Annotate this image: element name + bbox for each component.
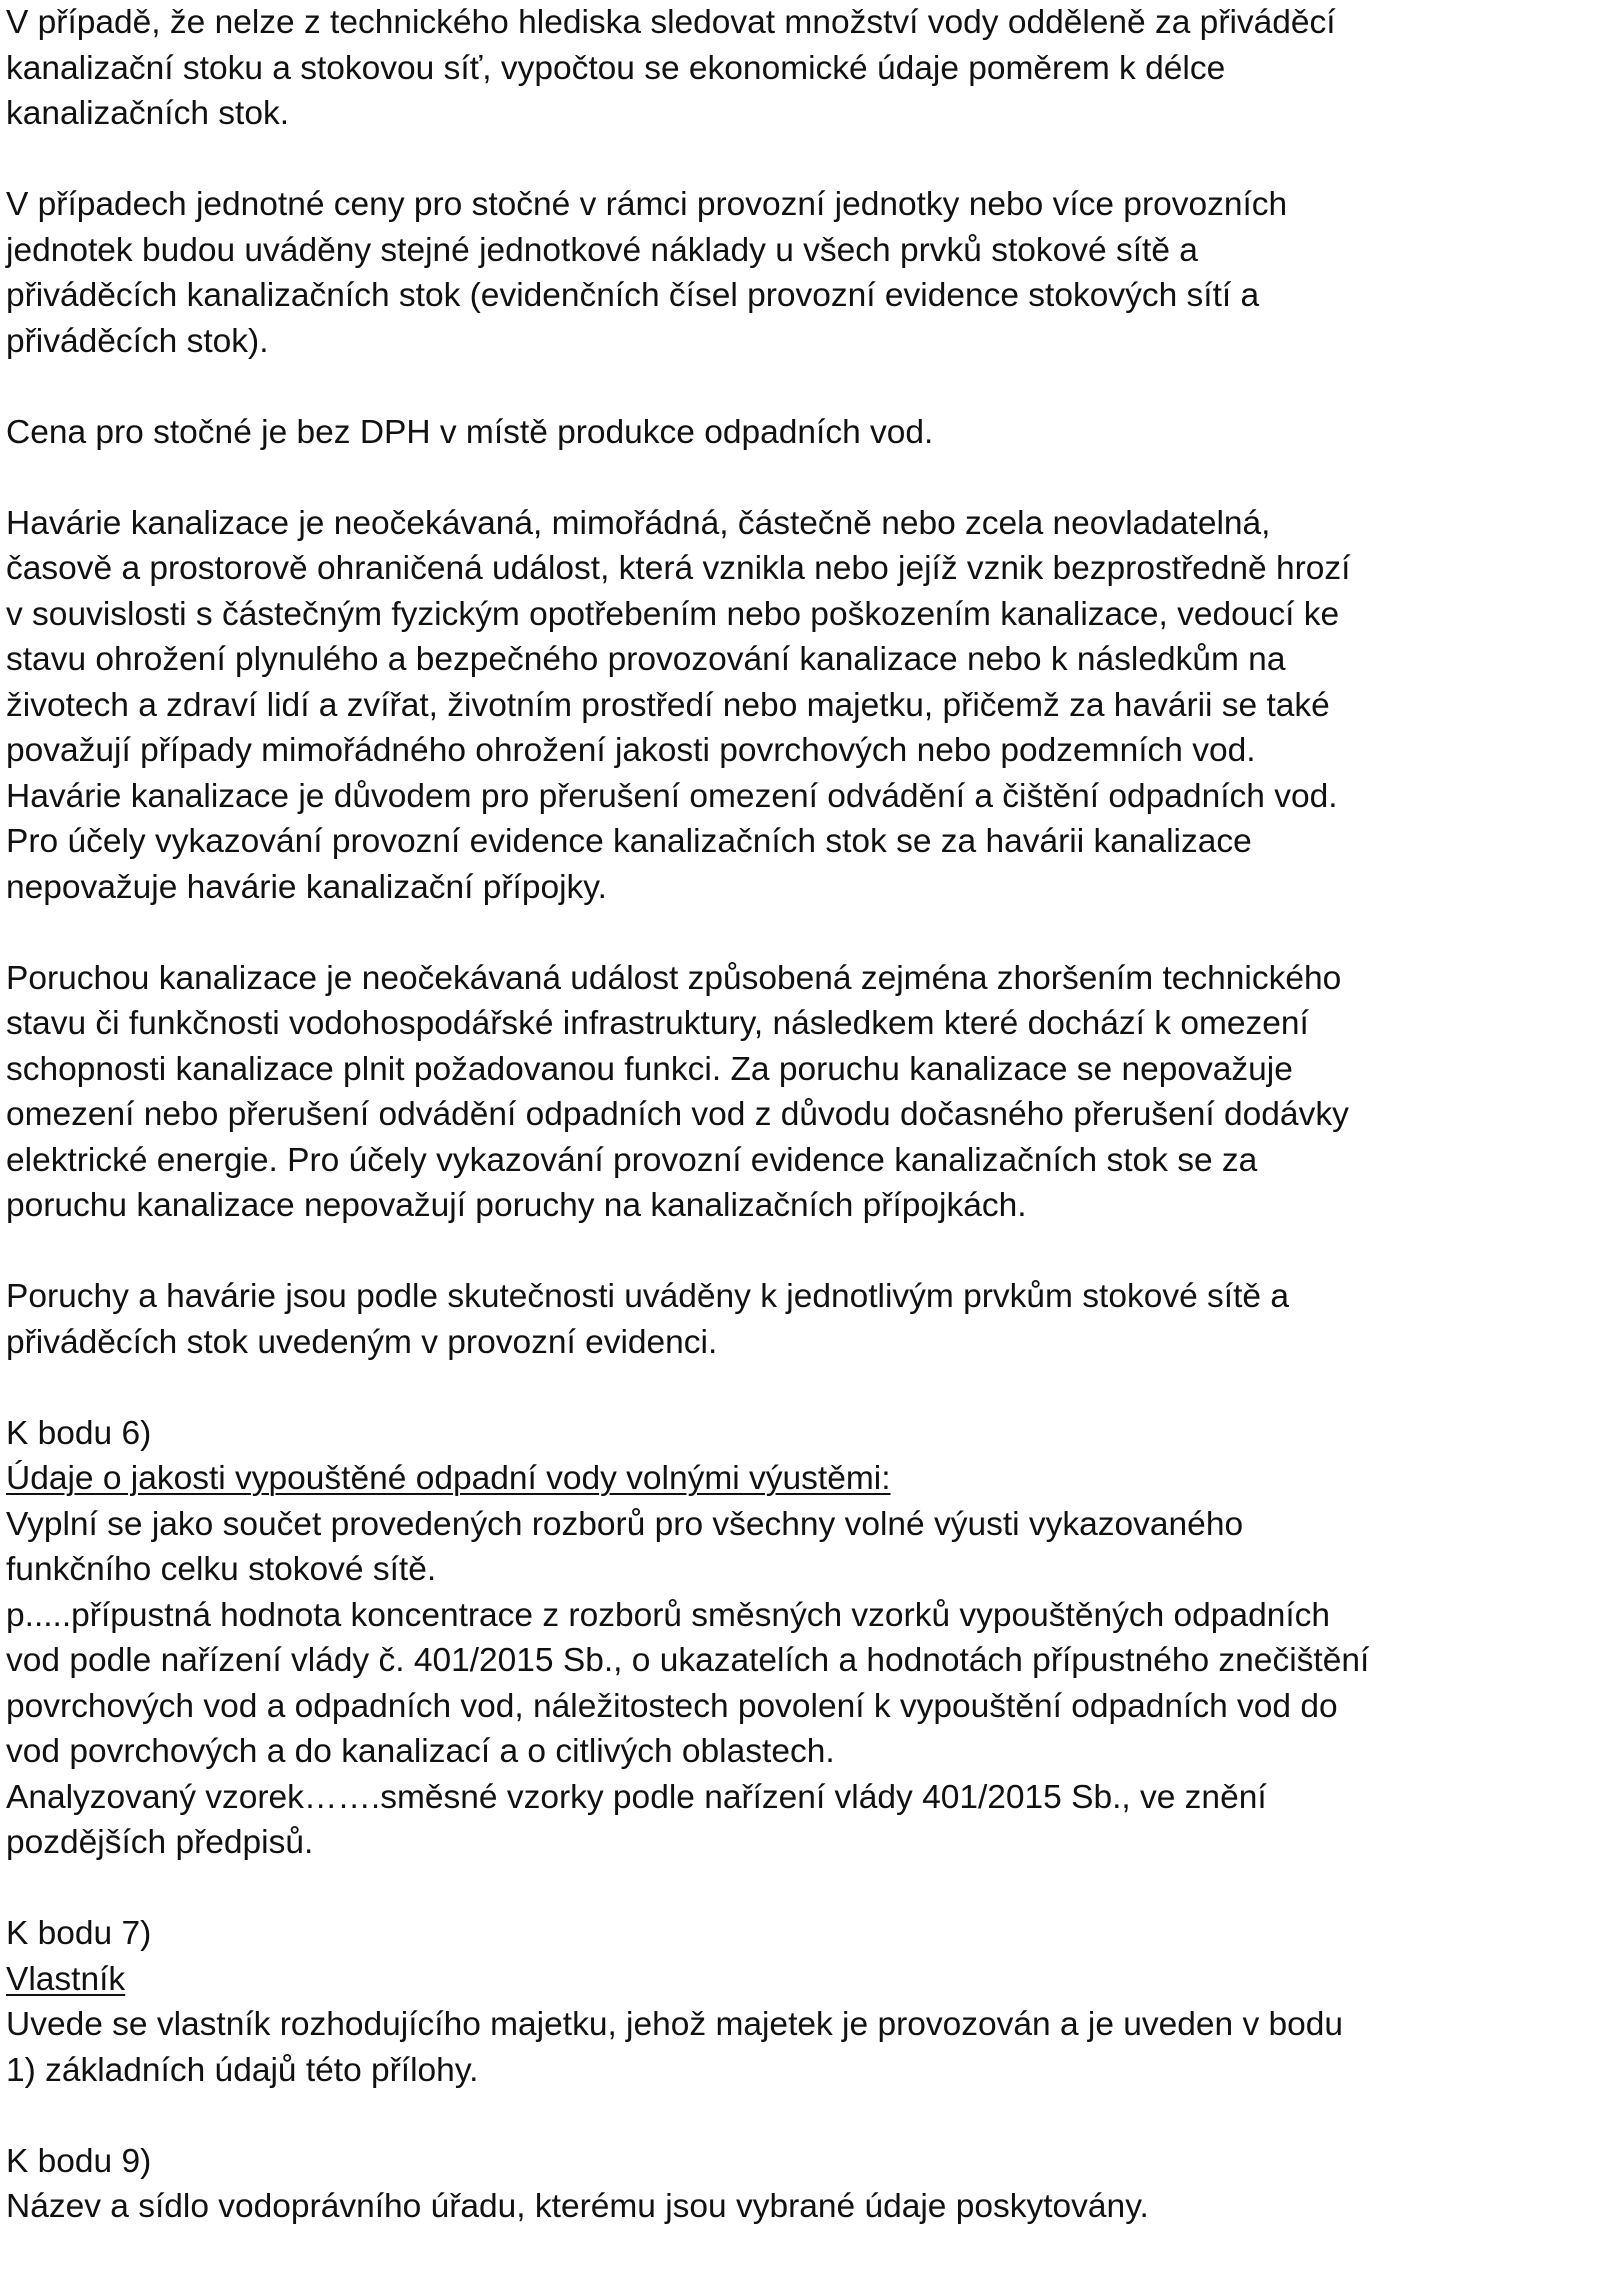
text-line: p.....přípustná hodnota koncentrace z rozborů směsných vzorků vypouštěných odpadních	[6, 1596, 1331, 1634]
text-line: časově a prostorově ohraničená událost, která vznikla nebo jejíž vznik bezprostředně hrozí	[6, 550, 1351, 587]
text-line: Název a sídlo vodoprávního úřadu, kterému jsou vybrané údaje poskytovány.	[6, 2188, 1149, 2225]
text-line: elektrické energie. Pro účely vykazování provozní evidence kanalizačních stok se za	[6, 1141, 1258, 1179]
text-line: jednotek budou uváděny stejné jednotkové náklady u všech prvků stokové sítě a	[6, 231, 1198, 269]
text-line: vod podle nařízení vlády č. 401/2015 Sb., o ukazatelích a hodnotách přípustného znečištění	[6, 1642, 1370, 1679]
section-label: K bodu 6)	[6, 1414, 152, 1452]
text-line: stavu ohrožení plynulého a bezpečného provozování kanalizace nebo k následkům na	[6, 641, 1286, 678]
section-heading	[6, 1456, 1606, 1502]
section-point-9	[6, 2139, 1606, 2230]
text-line: V případě, že nelze z technického hlediska sledovat množství vody odděleně za přiváděcí	[6, 4, 1336, 41]
text-line: považují případy mimořádného ohrožení jakosti povrchových nebo podzemních vod.	[6, 732, 1256, 769]
text-line: přiváděcích stok).	[6, 322, 269, 360]
section-point-6	[6, 1411, 1606, 1866]
document-page	[6, 0, 1606, 2275]
section-heading	[6, 1957, 1606, 2003]
text-line: Cena pro stočné je bez DPH v místě produkce odpadních vod.	[6, 413, 934, 451]
text-line: schopnosti kanalizace plnit požadovanou funkci. Za poruchu kanalizace se nepovažuje	[6, 1050, 1293, 1088]
section-heading-text: Údaje o jakosti vypouštěné odpadní vody volnými výustěmi:	[6, 1460, 891, 1497]
section-heading-text: Vlastník	[6, 1960, 126, 1998]
text-line: přiváděcích kanalizačních stok (evidenčních čísel provozní evidence stokových sítí a	[6, 277, 1260, 314]
text-line: pozdějších předpisů.	[6, 1824, 314, 1861]
section-label: K bodu 9)	[6, 2142, 152, 2180]
text-line: 1) základních údajů této přílohy.	[6, 2051, 479, 2089]
text-line: vod povrchových a do kanalizací a o citlivých oblastech.	[6, 1733, 835, 1770]
paragraph-sewer-failure	[6, 956, 1606, 1229]
paragraph-price-without-vat	[6, 410, 1606, 456]
text-line: Havárie kanalizace je neočekávaná, mimořádná, částečně nebo zcela neovladatelná,	[6, 504, 1271, 542]
text-line: životech a zdraví lidí a zvířat, životním prostředí nebo majetku, přičemž za havárii se také	[6, 686, 1330, 724]
text-line: poruchu kanalizace nepovažují poruchy na kanalizačních přípojkách.	[6, 1187, 1027, 1224]
text-line: Vyplní se jako součet provedených rozborů pro všechny volné výusti vykazovaného	[6, 1505, 1244, 1543]
text-line: kanalizační stoku a stokovou síť, vypočtou se ekonomické údaje poměrem k délce	[6, 49, 1226, 87]
paragraph-economic-data	[6, 0, 1606, 137]
text-line: povrchových vod a odpadních vod, náležitostech povolení k vypouštění odpadních vod do	[6, 1687, 1338, 1725]
text-line: Poruchou kanalizace je neočekávaná událost způsobená zejména zhoršením technického	[6, 959, 1342, 997]
text-line: omezení nebo přerušení odvádění odpadních vod z důvodu dočasného přerušení dodávky	[6, 1096, 1349, 1133]
text-line: nepovažuje havárie kanalizační přípojky.	[6, 868, 607, 906]
text-line: Analyzovaný vzorek…….směsné vzorky podle nařízení vlády 401/2015 Sb., ve znění	[6, 1778, 1267, 1816]
section-point-7	[6, 1911, 1606, 2093]
text-line: přiváděcích stok uvedeným v provozní evidenci.	[6, 1323, 718, 1361]
text-line: kanalizačních stok.	[6, 95, 290, 132]
text-line: Pro účely vykazování provozní evidence kanalizačních stok se za havárii kanalizace	[6, 823, 1252, 860]
text-line: Poruchy a havárie jsou podle skutečnosti uváděny k jednotlivým prvkům stokové sítě a	[6, 1278, 1289, 1315]
paragraph-unit-price	[6, 182, 1606, 364]
paragraph-sewer-accident	[6, 501, 1606, 911]
text-line: Uvede se vlastník rozhodujícího majetku, jehož majetek je provozován a je uveden v bodu	[6, 2006, 1344, 2043]
text-line: Havárie kanalizace je důvodem pro přerušení omezení odvádění a čištění odpadních vod.	[6, 777, 1338, 815]
text-line: v souvislosti s částečným fyzickým opotřebením nebo poškozením kanalizace, vedoucí ke	[6, 595, 1340, 633]
paragraph-failures-reporting	[6, 1274, 1606, 1365]
text-line: V případech jednotné ceny pro stočné v rámci provozní jednotky nebo více provozních	[6, 186, 1288, 223]
text-line: stavu či funkčnosti vodohospodářské infrastruktury, následkem které dochází k omezení	[6, 1005, 1309, 1042]
text-line: funkčního celku stokové sítě.	[6, 1551, 437, 1588]
section-label: K bodu 7)	[6, 1915, 152, 1952]
